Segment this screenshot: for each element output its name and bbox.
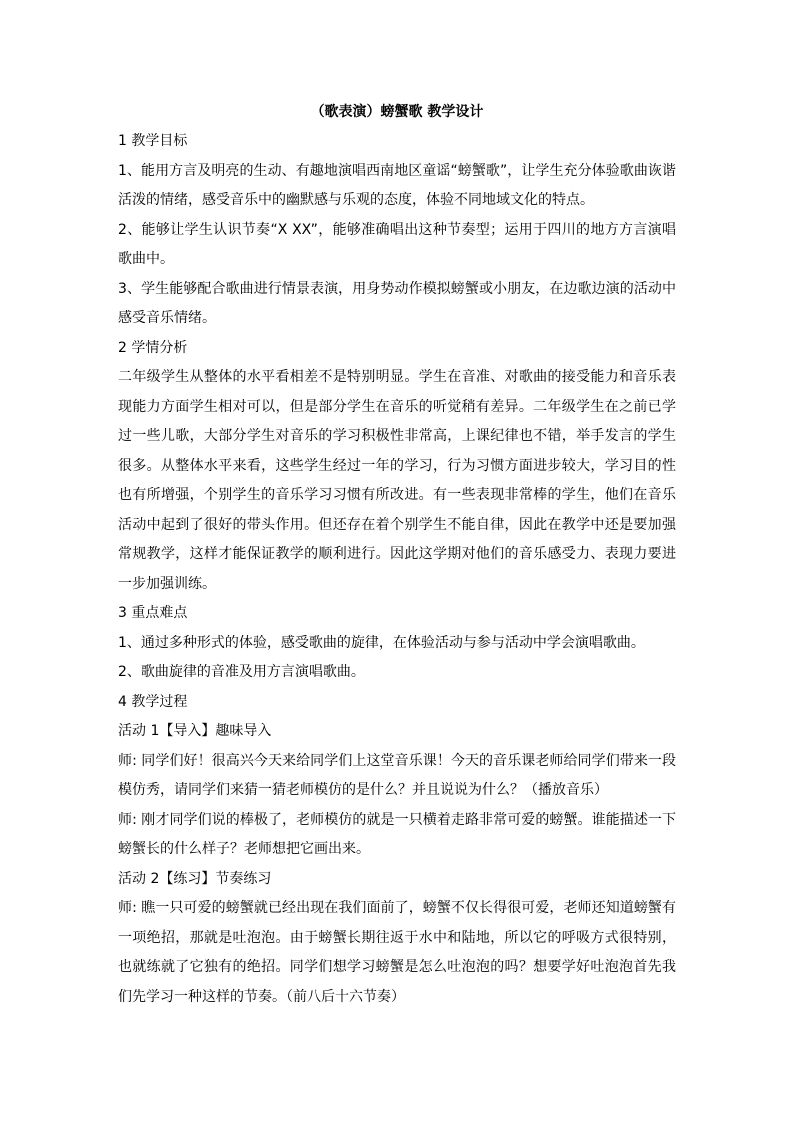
document-page <box>118 97 676 1012</box>
paragraph-key-point-2: 2、歌曲旋律的音准及用方言演唱歌曲。 <box>118 664 365 680</box>
paragraph-analysis: 二年级学生从整体的水平看相差不是特别明显。学生在音准、对歌曲的接受能力和音乐表现能力方面学生相对可以，但是部分学生在音乐的听觉稍有差异。二年级学生在之前已学过一些儿歌，大部分学生对音乐的学习积极性非常高，上课纪律也不错，举手发言的学生很多。从整体水平来看，这些学生经过一年的学习，行为习惯方面进步较大，学习目的性也有所增强，个别学生的音乐学习习惯有所改进。有一些表现非常棒的学生，他们在音乐活动中起到了很好的带头作用。但还存在着个别学生不能自律，因此在教学中还是要加强常规教学，这样才能保证教学的顺利进行。因此这学期对他们的音乐感受力、表现力要进一步加强训练。 <box>118 369 676 592</box>
paragraph-key-point-1: 1、通过多种形式的体验，感受歌曲的旋律，在体验活动与参与活动中学会演唱歌曲。 <box>118 634 645 651</box>
paragraph-goal-1: 1、能用方言及明亮的生动、有趣地演唱西南地区童谣“螃蟹歌”，让学生充分体验歌曲诙谐活泼的情绪，感受音乐中的幽默感与乐观的态度，体验不同地域文化的特点。 <box>118 162 676 208</box>
document-title: （歌表演）螃蟹歌 教学设计 <box>310 104 484 120</box>
paragraph-goal-3: 3、学生能够配合歌曲进行情景表演，用身势动作模拟螃蟹或小朋友，在边歌边演的活动中感受音乐情绪。 <box>118 280 676 326</box>
paragraph-activity-1b: 师: 刚才同学们说的棒极了，老师模仿的就是一只横着走路非常可爱的螃蟹。谁能描述一下螃蟹长的什么样子？老师想把它画出来。 <box>118 811 676 857</box>
paragraph-activity-2: 师: 瞧一只可爱的螃蟹就已经出现在我们面前了，螃蟹不仅长得很可爱，老师还知道螃蟹有一项绝招，那就是吐泡泡。由于螃蟹长期往返于水中和陆地，所以它的呼吸方式很特别，也就练就了它独有的绝招。同学们想学习螃蟹是怎么吐泡泡的吗？想要学好吐泡泡首先我们先学习一种这样的节奏。（前八后十六节奏） <box>118 900 676 1005</box>
activity-2-heading: 活动 2【练习】节奏练习 <box>118 870 272 887</box>
paragraph-activity-1a: 师: 同学们好！很高兴今天来给同学们上这堂音乐课！今天的音乐课老师给同学们带来一段模仿秀，请同学们来猜一猜老师模仿的是什么？并且说说为什么？（播放音乐） <box>118 752 676 798</box>
section-heading-analysis: 2 学情分析 <box>118 339 188 356</box>
section-heading-goals: 1 教学目标 <box>118 133 188 149</box>
section-heading-process: 4 教学过程 <box>118 693 188 710</box>
paragraph-goal-2: 2、能够让学生认识节奏“X XX”，能够准确唱出这种节奏型；运用于四川的地方方言演唱歌曲中。 <box>118 221 676 267</box>
activity-1-heading: 活动 1【导入】趣味导入 <box>118 723 272 739</box>
section-heading-key-points: 3 重点难点 <box>118 605 188 621</box>
